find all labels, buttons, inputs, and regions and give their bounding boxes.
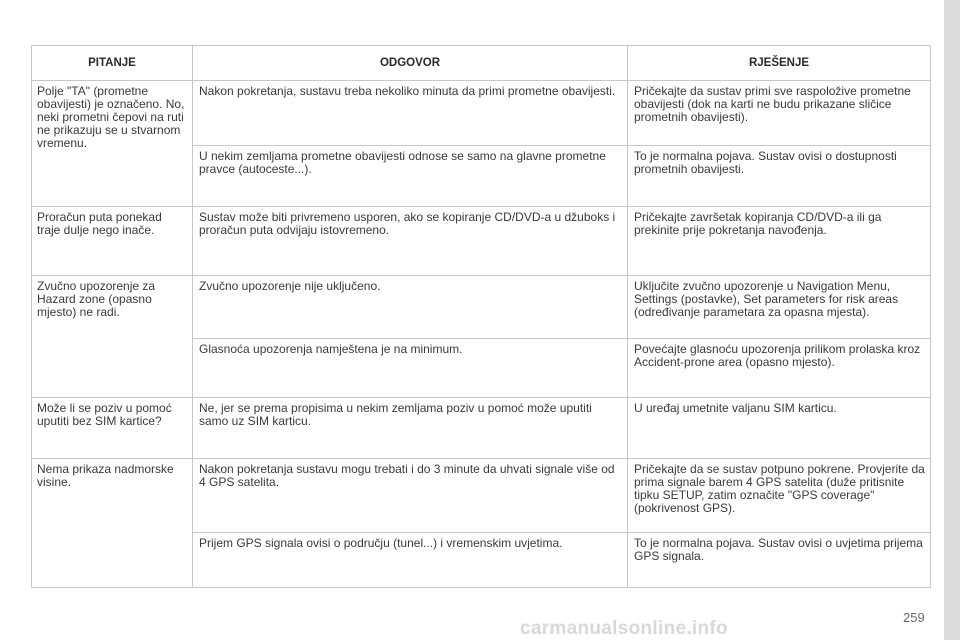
answer-cell: Prijem GPS signala ovisi o području (tunel...) i vremenskim uvjetima. <box>193 533 628 588</box>
table-row <box>32 459 931 533</box>
header-solution: RJEŠENJE <box>628 46 931 81</box>
solution-cell: To je normalna pojava. Sustav ovisi o uvjetima prijema GPS signala. <box>628 533 931 588</box>
watermark: carmanualsonline.info <box>520 618 728 639</box>
solution-cell: Pričekajte završetak kopiranja CD/DVD-a ili ga prekinite prije pokretanja navođenja. <box>628 207 931 276</box>
question-cell: Može li se poziv u pomoć uputiti bez SIM kartice? <box>32 398 193 459</box>
header-answer: ODGOVOR <box>193 46 628 81</box>
page-number: 259 <box>903 610 925 625</box>
answer-cell: Glasnoća upozorenja namještena je na minimum. <box>193 339 628 398</box>
table-header-row <box>32 46 931 81</box>
answer-cell: Zvučno upozorenje nije uključeno. <box>193 276 628 339</box>
table-row <box>32 398 931 459</box>
solution-cell: To je normalna pojava. Sustav ovisi o dostupnosti prometnih obavijesti. <box>628 146 931 207</box>
question-cell: Polje "TA" (prometne obavijesti) je označeno. No, neki prometni čepovi na ruti ne prikazuju se u stvarnom vremenu. <box>32 81 193 207</box>
table-row <box>32 81 931 146</box>
right-margin-bar <box>944 0 960 640</box>
question-cell: Nema prikaza nadmorske visine. <box>32 459 193 588</box>
answer-cell: Nakon pokretanja, sustavu treba nekoliko minuta da primi prometne obavijesti. <box>193 81 628 146</box>
answer-cell: Sustav može biti privremeno usporen, ako se kopiranje CD/DVD-a u džuboks i proračun puta odvijaju istovremeno. <box>193 207 628 276</box>
question-cell: Zvučno upozorenje za Hazard zone (opasno mjesto) ne radi. <box>32 276 193 398</box>
troubleshooting-table <box>31 45 931 588</box>
answer-cell: Nakon pokretanja sustavu mogu trebati i do 3 minute da uhvati signale više od 4 GPS satelita. <box>193 459 628 533</box>
answer-cell: U nekim zemljama prometne obavijesti odnose se samo na glavne prometne pravce (autoceste...). <box>193 146 628 207</box>
solution-cell: Povećajte glasnoću upozorenja prilikom prolaska kroz Accident-prone area (opasno mjesto). <box>628 339 931 398</box>
header-question: PITANJE <box>32 46 193 81</box>
solution-cell: U uređaj umetnite valjanu SIM karticu. <box>628 398 931 459</box>
table-row <box>32 207 931 276</box>
solution-cell: Pričekajte da se sustav potpuno pokrene. Provjerite da prima signale barem 4 GPS satelita (duže pritisnite tipku SETUP, zatim označite "GPS coverage" (pokrivenost GPS). <box>628 459 931 533</box>
solution-cell: Uključite zvučno upozorenje u Navigation Menu, Settings (postavke), Set parameters for risk areas (određivanje parametara za opasna mjesta). <box>628 276 931 339</box>
solution-cell: Pričekajte da sustav primi sve raspoložive prometne obavijesti (dok na karti ne budu prikazane sličice prometnih obavijesti). <box>628 81 931 146</box>
table-row <box>32 276 931 339</box>
question-cell: Proračun puta ponekad traje dulje nego inače. <box>32 207 193 276</box>
answer-cell: Ne, jer se prema propisima u nekim zemljama poziv u pomoć može uputiti samo uz SIM karticu. <box>193 398 628 459</box>
